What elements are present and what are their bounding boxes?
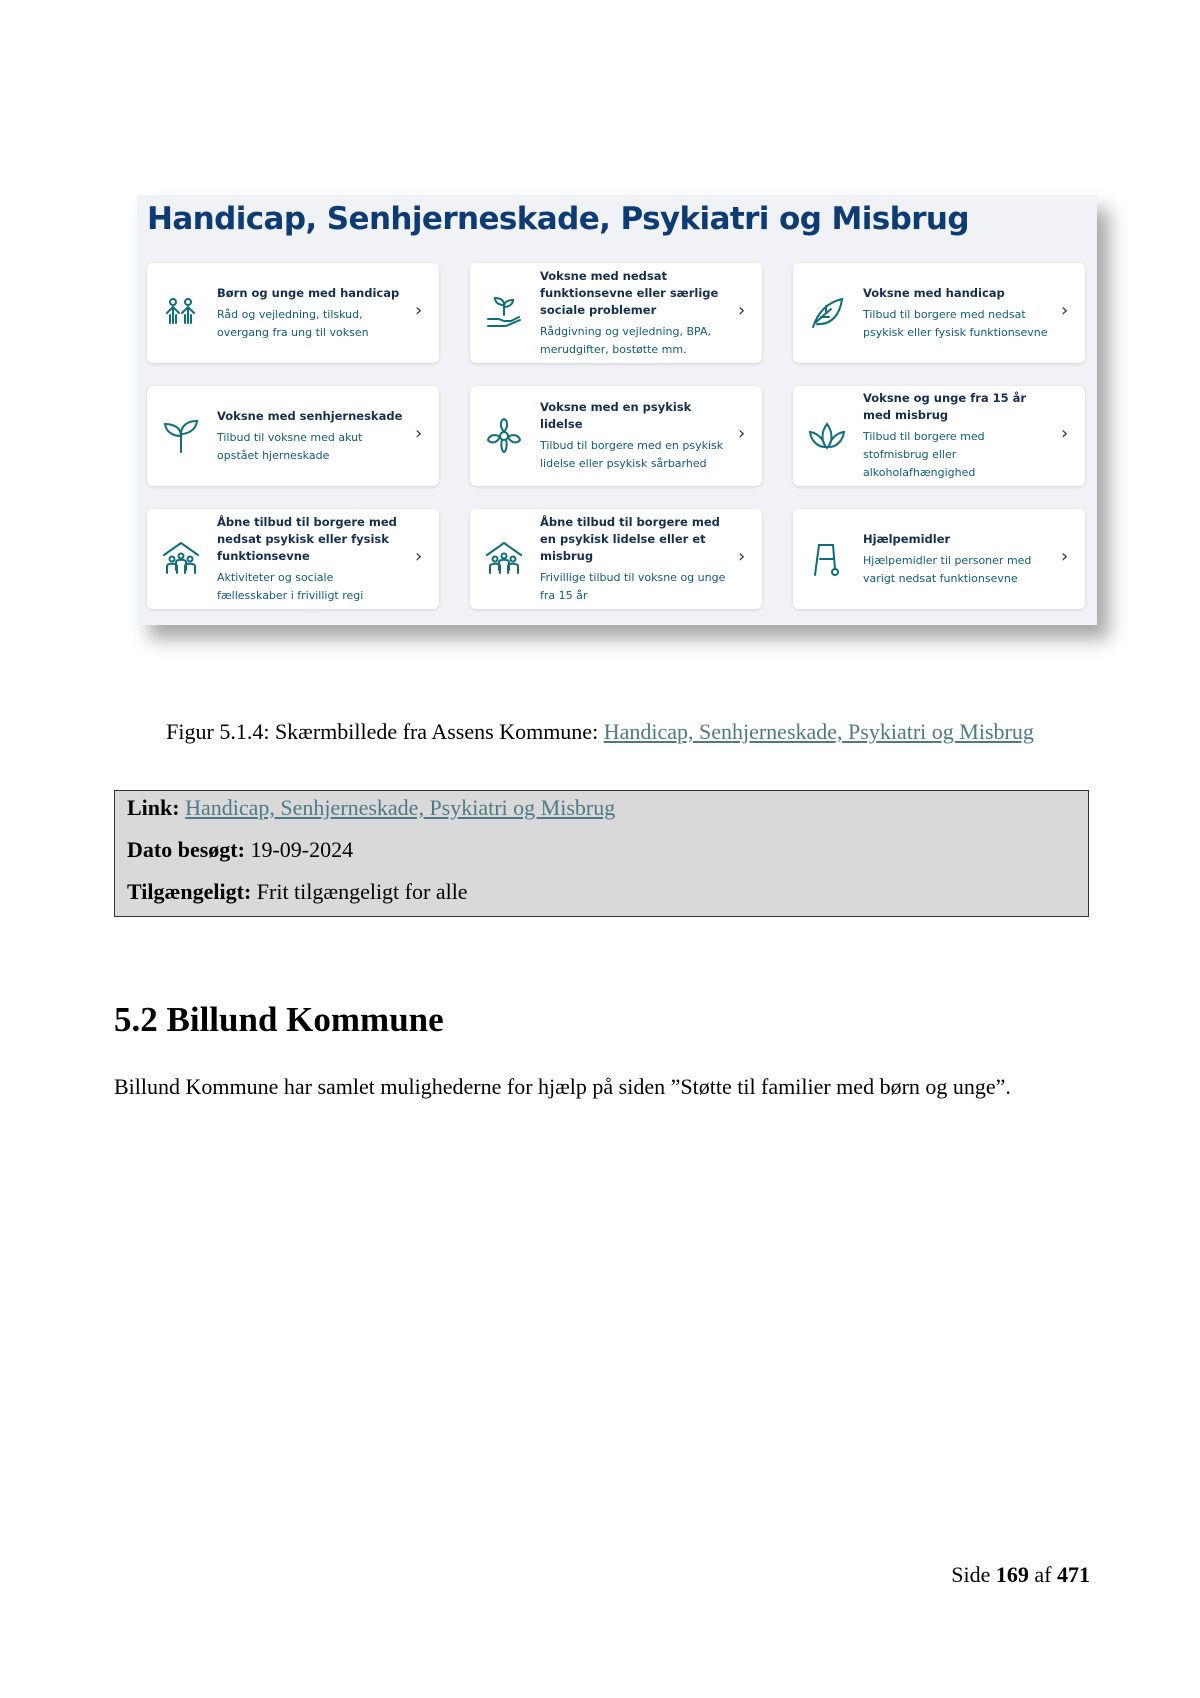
flower-icon: [484, 416, 524, 456]
card-description: Tilbud til borgere med en psykisk lidelse eller psykisk sårbarhed: [540, 439, 724, 470]
card-voksne-unge-misbrug[interactable]: [793, 386, 1085, 486]
access-value: Frit tilgængeligt for alle: [256, 879, 468, 904]
source-info-box: [114, 790, 1089, 917]
chevron-right-icon: ›: [738, 546, 746, 567]
leaf-icon: [807, 293, 847, 333]
chevron-right-icon: ›: [415, 300, 423, 321]
chevron-right-icon: ›: [1061, 546, 1069, 567]
community-house-icon: [161, 539, 201, 579]
date-row: [127, 837, 353, 863]
sprout-icon: [161, 416, 201, 456]
card-voksne-psykisk-lidelse[interactable]: [470, 386, 762, 486]
screenshot-title: Handicap, Senhjerneskade, Psykiatri og Misbrug: [147, 201, 969, 237]
card-boern-unge-handicap[interactable]: [147, 263, 439, 363]
card-title: Voksne med handicap: [863, 285, 1005, 300]
card-description: Hjælpemidler til personer med varigt nedsat funktionsevne: [863, 553, 1032, 585]
access-row: [127, 879, 468, 905]
section-heading: 5.2 Billund Kommune: [114, 1000, 444, 1039]
card-aabne-tilbud-funktionsevne[interactable]: [147, 509, 439, 609]
card-title: Åbne tilbud til borgere med nedsat psykisk eller fysisk funktionsevne: [217, 514, 397, 563]
screenshot-panel: [137, 195, 1097, 625]
access-label: Tilgængeligt:: [127, 879, 252, 904]
page-prefix: Side: [951, 1562, 991, 1587]
chevron-right-icon: ›: [415, 423, 423, 444]
card-title: Voksne med en psykisk lidelse: [540, 400, 692, 431]
card-description: Aktiviteter og sociale fællesskaber i frivilligt regi: [217, 570, 364, 602]
card-title: Hjælpemidler: [863, 531, 951, 546]
card-aabne-tilbud-psykisk-misbrug[interactable]: [470, 509, 762, 609]
card-description: Råd og vejledning, tilskud, overgang fra ung til voksen: [217, 307, 369, 339]
date-label: Dato besøgt:: [127, 837, 245, 862]
figure-caption: [0, 719, 1200, 745]
card-title: Voksne med senhjerneskade: [217, 408, 403, 423]
card-title: Voksne og unge fra 15 år med misbrug: [863, 391, 1027, 422]
card-title: Voksne med nedsat funktionsevne eller særlige sociale problemer: [540, 268, 719, 317]
chevron-right-icon: ›: [1061, 300, 1069, 321]
chevron-right-icon: ›: [738, 300, 746, 321]
card-title: Åbne tilbud til borgere med en psykisk lidelse eller et misbrug: [540, 514, 720, 563]
card-description: Tilbud til voksne med akut opstået hjerneskade: [217, 430, 363, 462]
plant-in-hand-icon: [484, 293, 524, 333]
card-description: Tilbud til borgere med stofmisbrug eller alkoholafhængighed: [863, 430, 985, 479]
card-title: Børn og unge med handicap: [217, 285, 400, 300]
caption-prefix: Figur 5.1.4: Skærmbillede fra Assens Kommune:: [166, 719, 604, 744]
total-pages: 471: [1057, 1562, 1090, 1587]
chevron-right-icon: ›: [1061, 423, 1069, 444]
section-paragraph: Billund Kommune har samlet mulighederne for hjælp på siden ”Støtte til familier med børn og unge”.: [114, 1074, 1011, 1099]
card-voksne-senhjerneskade[interactable]: [147, 386, 439, 486]
chevron-right-icon: ›: [738, 423, 746, 444]
page-of: af: [1034, 1562, 1052, 1587]
screenshot-figure: [137, 195, 1097, 625]
link-row: [127, 795, 615, 821]
community-house-icon: [484, 539, 524, 579]
card-description: Frivillige tilbud til voksne og unge fra 15 år: [540, 570, 726, 602]
walker-icon: [807, 539, 847, 579]
date-value: 19-09-2024: [250, 837, 354, 862]
card-description: Tilbud til borgere med nedsat psykisk eller fysisk funktionsevne: [863, 307, 1048, 339]
lotus-icon: [807, 416, 847, 456]
source-link[interactable]: Handicap, Senhjerneskade, Psykiatri og Misbrug: [185, 795, 616, 820]
card-voksne-handicap[interactable]: [793, 263, 1085, 363]
link-label: Link:: [127, 795, 180, 820]
card-voksne-nedsat-funktionsevne[interactable]: [470, 263, 762, 363]
children-icon: [161, 293, 201, 333]
card-description: Rådgivning og vejledning, BPA, merudgifter, bostøtte mm.: [540, 324, 711, 356]
card-hjaelpemidler[interactable]: [793, 509, 1085, 609]
chevron-right-icon: ›: [415, 546, 423, 567]
caption-link[interactable]: Handicap, Senhjerneskade, Psykiatri og Misbrug: [603, 719, 1034, 744]
current-page: 169: [995, 1562, 1029, 1587]
page-number: [951, 1562, 1090, 1588]
